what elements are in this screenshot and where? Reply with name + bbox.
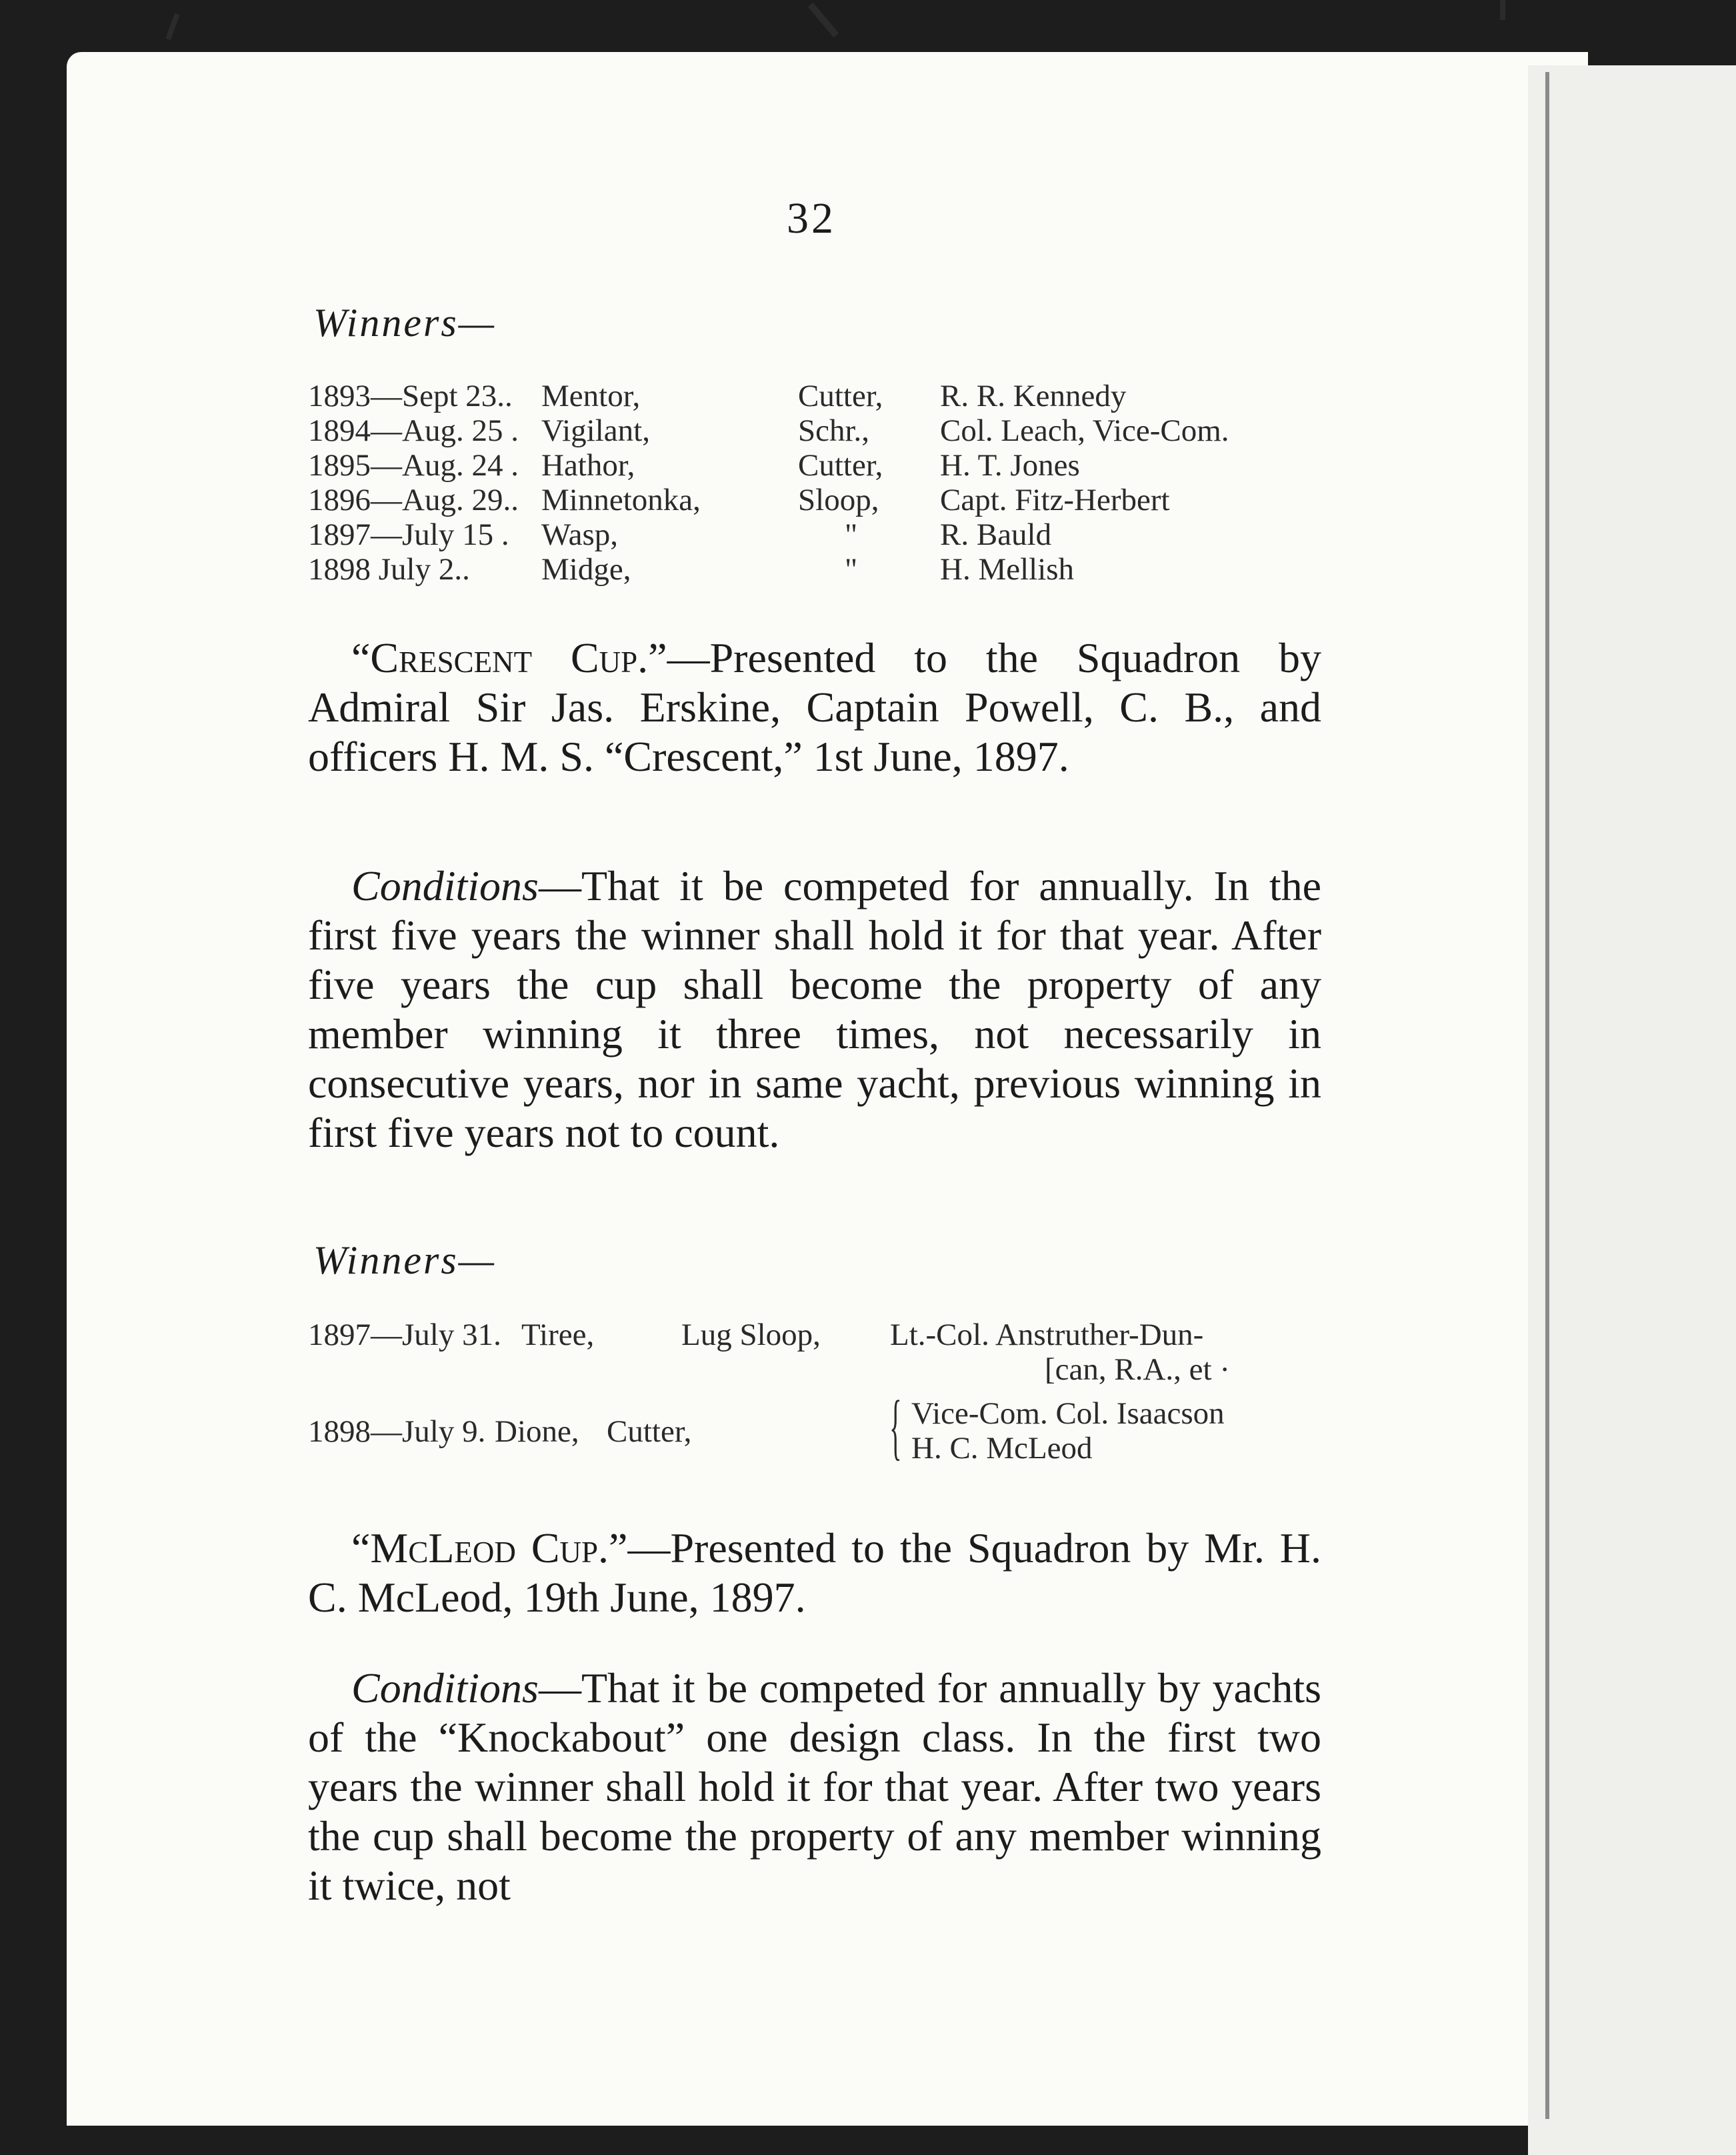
open-quote: “	[351, 634, 371, 681]
race-date: 1897—July 15 .	[308, 517, 509, 552]
scan-edge-mark	[1500, 0, 1505, 20]
race-date: 1898—July 9.	[308, 1414, 486, 1449]
conditions-paragraph	[308, 861, 1321, 1158]
race-date: 1895—Aug. 24 .	[308, 448, 519, 483]
conditions-text: —That it be competed for annually. In the first five years the winner shall hold it for that year. After five years the cup shall become the property of any member winning it three times, not necessarily in consecutive years, nor in same yacht, previous winning in first five years not to count.	[308, 862, 1321, 1156]
mcleod-cup-paragraph	[308, 1524, 1321, 1622]
yacht-name: Midge,	[541, 552, 631, 587]
yacht-name: Hathor,	[541, 448, 635, 483]
yacht-rig: Cutter,	[798, 448, 883, 483]
scan-edge-mark	[808, 3, 839, 37]
table-row	[308, 379, 1335, 413]
race-date: 1898 July 2..	[308, 552, 470, 587]
table-row	[308, 483, 1335, 517]
scan-edge-mark	[165, 13, 179, 40]
yacht-name: Vigilant,	[541, 413, 650, 448]
yacht-name: Dione,	[495, 1414, 579, 1449]
conditions-lead: Conditions	[351, 1664, 539, 1712]
crescent-cup-title: Crescent Cup.	[370, 634, 649, 681]
yacht-owner: Vice-Com. Col. Isaacson	[911, 1396, 1225, 1431]
mcleod-cup-text: ”—Presented to the Squadron by Mr. H. C. McLeod, 19th June, 1897.	[308, 1524, 1321, 1621]
winners-table	[308, 1318, 1335, 1467]
yacht-rig: "	[845, 552, 858, 587]
yacht-rig: "	[845, 517, 858, 552]
table-row	[308, 448, 1335, 483]
race-date: 1897—July 31.	[308, 1318, 501, 1352]
open-quote: “	[351, 1524, 371, 1572]
table-row	[308, 413, 1335, 448]
yacht-rig: Sloop,	[798, 483, 879, 517]
yacht-owner: R. Bauld	[940, 517, 1052, 552]
winners-heading: Winners—	[313, 1238, 497, 1282]
crescent-cup-paragraph	[308, 633, 1321, 781]
conditions-text: —That it be competed for annually by yachts of the “Knockabout” one design class. In the first two years the winner shall hold it for that year. After two years the cup shall become the property of any member winning it twice, not	[308, 1664, 1321, 1909]
page-number: 32	[787, 194, 836, 243]
yacht-rig: Cutter,	[798, 379, 883, 413]
yacht-owner: R. R. Kennedy	[940, 379, 1127, 413]
yacht-rig: Schr.,	[798, 413, 870, 448]
table-row	[308, 552, 1335, 587]
yacht-name: Minnetonka,	[541, 483, 701, 517]
table-row	[308, 517, 1335, 552]
yacht-owner: Capt. Fitz-Herbert	[940, 483, 1170, 517]
yacht-owner: Col. Leach, Vice-Com.	[940, 413, 1229, 448]
brace-icon: {	[889, 1386, 902, 1467]
yacht-rig: Lug Sloop,	[681, 1318, 821, 1352]
facing-page-edge	[1528, 65, 1736, 2155]
yacht-owner: H. Mellish	[940, 552, 1075, 587]
yacht-owner: H. C. McLeod	[911, 1431, 1093, 1466]
page-fold-line	[1545, 72, 1549, 2119]
race-date: 1893—Sept 23..	[308, 379, 513, 413]
conditions-paragraph	[308, 1664, 1321, 1910]
mcleod-cup-title: McLeod Cup.	[370, 1524, 609, 1572]
conditions-lead: Conditions	[351, 862, 539, 909]
yacht-name: Mentor,	[541, 379, 641, 413]
race-date: 1894—Aug. 25 .	[308, 413, 519, 448]
crescent-cup-text: ”—Presented to the Squadron by Admiral Sir Jas. Erskine, Captain Powell, C. B., and officers H. M. S. “Crescent,” 1st June, 1897.	[308, 634, 1322, 780]
winners-heading: Winners—	[313, 301, 497, 345]
yacht-owner: H. T. Jones	[940, 448, 1080, 483]
yacht-name: Tiree,	[521, 1318, 595, 1352]
yacht-name: Wasp,	[541, 517, 618, 552]
yacht-owner: Lt.-Col. Anstruther-Dun-	[890, 1318, 1204, 1352]
race-date: 1896—Aug. 29..	[308, 483, 519, 517]
yacht-owner-continued: [can, R.A., et ·	[1045, 1352, 1230, 1387]
yacht-rig: Cutter,	[607, 1414, 692, 1449]
winners-table	[308, 379, 1335, 587]
